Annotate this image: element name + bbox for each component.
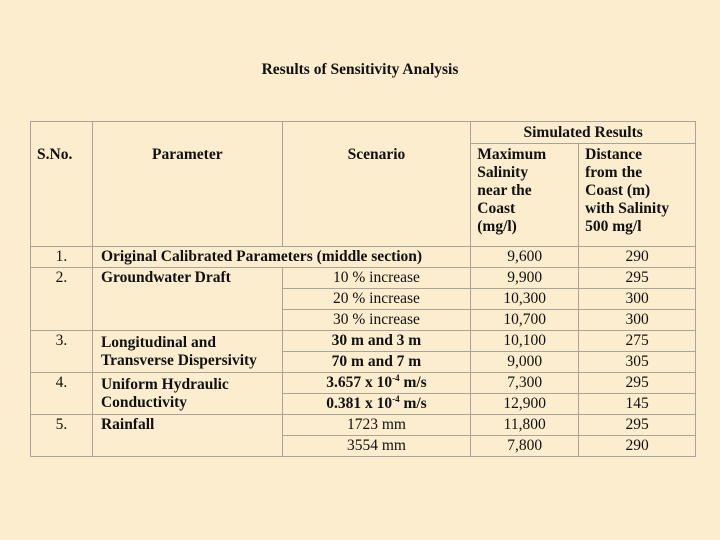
header-max-salinity-line: near the bbox=[477, 182, 532, 199]
scenario-cell: 10 % increase bbox=[282, 268, 471, 289]
scenario-cell bbox=[282, 373, 471, 394]
header-max-salinity-line: (mg/l) bbox=[477, 218, 517, 235]
header-distance-line: with Salinity bbox=[585, 200, 670, 217]
parameter-line: Uniform Hydraulic bbox=[100, 375, 229, 393]
parameter-cell: Rainfall bbox=[92, 415, 282, 457]
sno-cell: 3. bbox=[31, 331, 93, 373]
salinity-cell: 12,900 bbox=[471, 394, 579, 415]
distance-cell: 145 bbox=[579, 394, 696, 415]
header-distance-line: Coast (m) bbox=[585, 182, 651, 199]
table-row bbox=[31, 247, 696, 268]
sno-cell: 5. bbox=[31, 415, 93, 457]
scenario-coef: 3.657 x 10 bbox=[326, 374, 393, 391]
table-row bbox=[31, 373, 696, 394]
parameter-cell bbox=[92, 331, 282, 373]
parameter-cell: Groundwater Draft bbox=[92, 268, 282, 331]
salinity-cell: 10,700 bbox=[471, 310, 579, 331]
scenario-cell: 20 % increase bbox=[282, 289, 471, 310]
distance-cell: 300 bbox=[579, 310, 696, 331]
table-row bbox=[31, 415, 696, 436]
sno-cell: 4. bbox=[31, 373, 93, 415]
header-max-salinity bbox=[471, 144, 579, 247]
scenario-exponent: -4 bbox=[392, 372, 400, 383]
scenario-cell: 70 m and 7 m bbox=[282, 352, 471, 373]
distance-cell: 290 bbox=[579, 436, 696, 457]
table-row bbox=[31, 331, 696, 352]
scenario-cell: 3554 mm bbox=[282, 436, 471, 457]
salinity-cell: 9,900 bbox=[471, 268, 579, 289]
header-distance bbox=[579, 144, 696, 247]
distance-cell: 275 bbox=[579, 331, 696, 352]
header-simulated-results: Simulated Results bbox=[471, 122, 696, 144]
header-max-salinity-line: Salinity bbox=[477, 164, 529, 181]
scenario-coef: 0.381 x 10 bbox=[326, 395, 393, 412]
parameter-line: Conductivity bbox=[100, 393, 188, 411]
sno-cell: 2. bbox=[31, 268, 93, 331]
scenario-cell bbox=[282, 394, 471, 415]
distance-cell: 295 bbox=[579, 415, 696, 436]
parameter-cell: Original Calibrated Parameters (middle section) bbox=[92, 247, 470, 268]
scenario-cell: 1723 mm bbox=[282, 415, 471, 436]
distance-cell: 290 bbox=[579, 247, 696, 268]
salinity-cell: 7,800 bbox=[471, 436, 579, 457]
header-max-salinity-line: Coast bbox=[477, 200, 516, 217]
header-distance-line: from the bbox=[585, 164, 643, 181]
scenario-exponent: -4 bbox=[392, 393, 400, 404]
scenario-unit: m/s bbox=[399, 395, 427, 412]
salinity-cell: 11,800 bbox=[471, 415, 579, 436]
page-title: Results of Sensitivity Analysis bbox=[261, 61, 459, 78]
parameter-line: Longitudinal and bbox=[100, 333, 216, 351]
table-row bbox=[31, 268, 696, 289]
salinity-cell: 9,600 bbox=[471, 247, 579, 268]
salinity-cell: 9,000 bbox=[471, 352, 579, 373]
distance-cell: 295 bbox=[579, 373, 696, 394]
header-scenario: Scenario bbox=[282, 122, 471, 247]
distance-cell: 295 bbox=[579, 268, 696, 289]
distance-cell: 300 bbox=[579, 289, 696, 310]
parameter-cell bbox=[92, 373, 282, 415]
results-table bbox=[30, 121, 696, 457]
header-distance-line: 500 mg/l bbox=[585, 218, 642, 235]
scenario-cell: 30 m and 3 m bbox=[282, 331, 471, 352]
header-max-salinity-line: Maximum bbox=[477, 146, 547, 163]
salinity-cell: 10,300 bbox=[471, 289, 579, 310]
distance-cell: 305 bbox=[579, 352, 696, 373]
salinity-cell: 7,300 bbox=[471, 373, 579, 394]
header-parameter: Parameter bbox=[92, 122, 282, 247]
header-sno: S.No. bbox=[31, 122, 93, 247]
scenario-cell: 30 % increase bbox=[282, 310, 471, 331]
header-distance-line: Distance bbox=[585, 146, 642, 163]
parameter-line: Transverse Dispersivity bbox=[100, 351, 257, 369]
salinity-cell: 10,100 bbox=[471, 331, 579, 352]
scenario-unit: m/s bbox=[399, 374, 427, 391]
header-row-1 bbox=[31, 122, 696, 144]
sno-cell: 1. bbox=[31, 247, 93, 268]
